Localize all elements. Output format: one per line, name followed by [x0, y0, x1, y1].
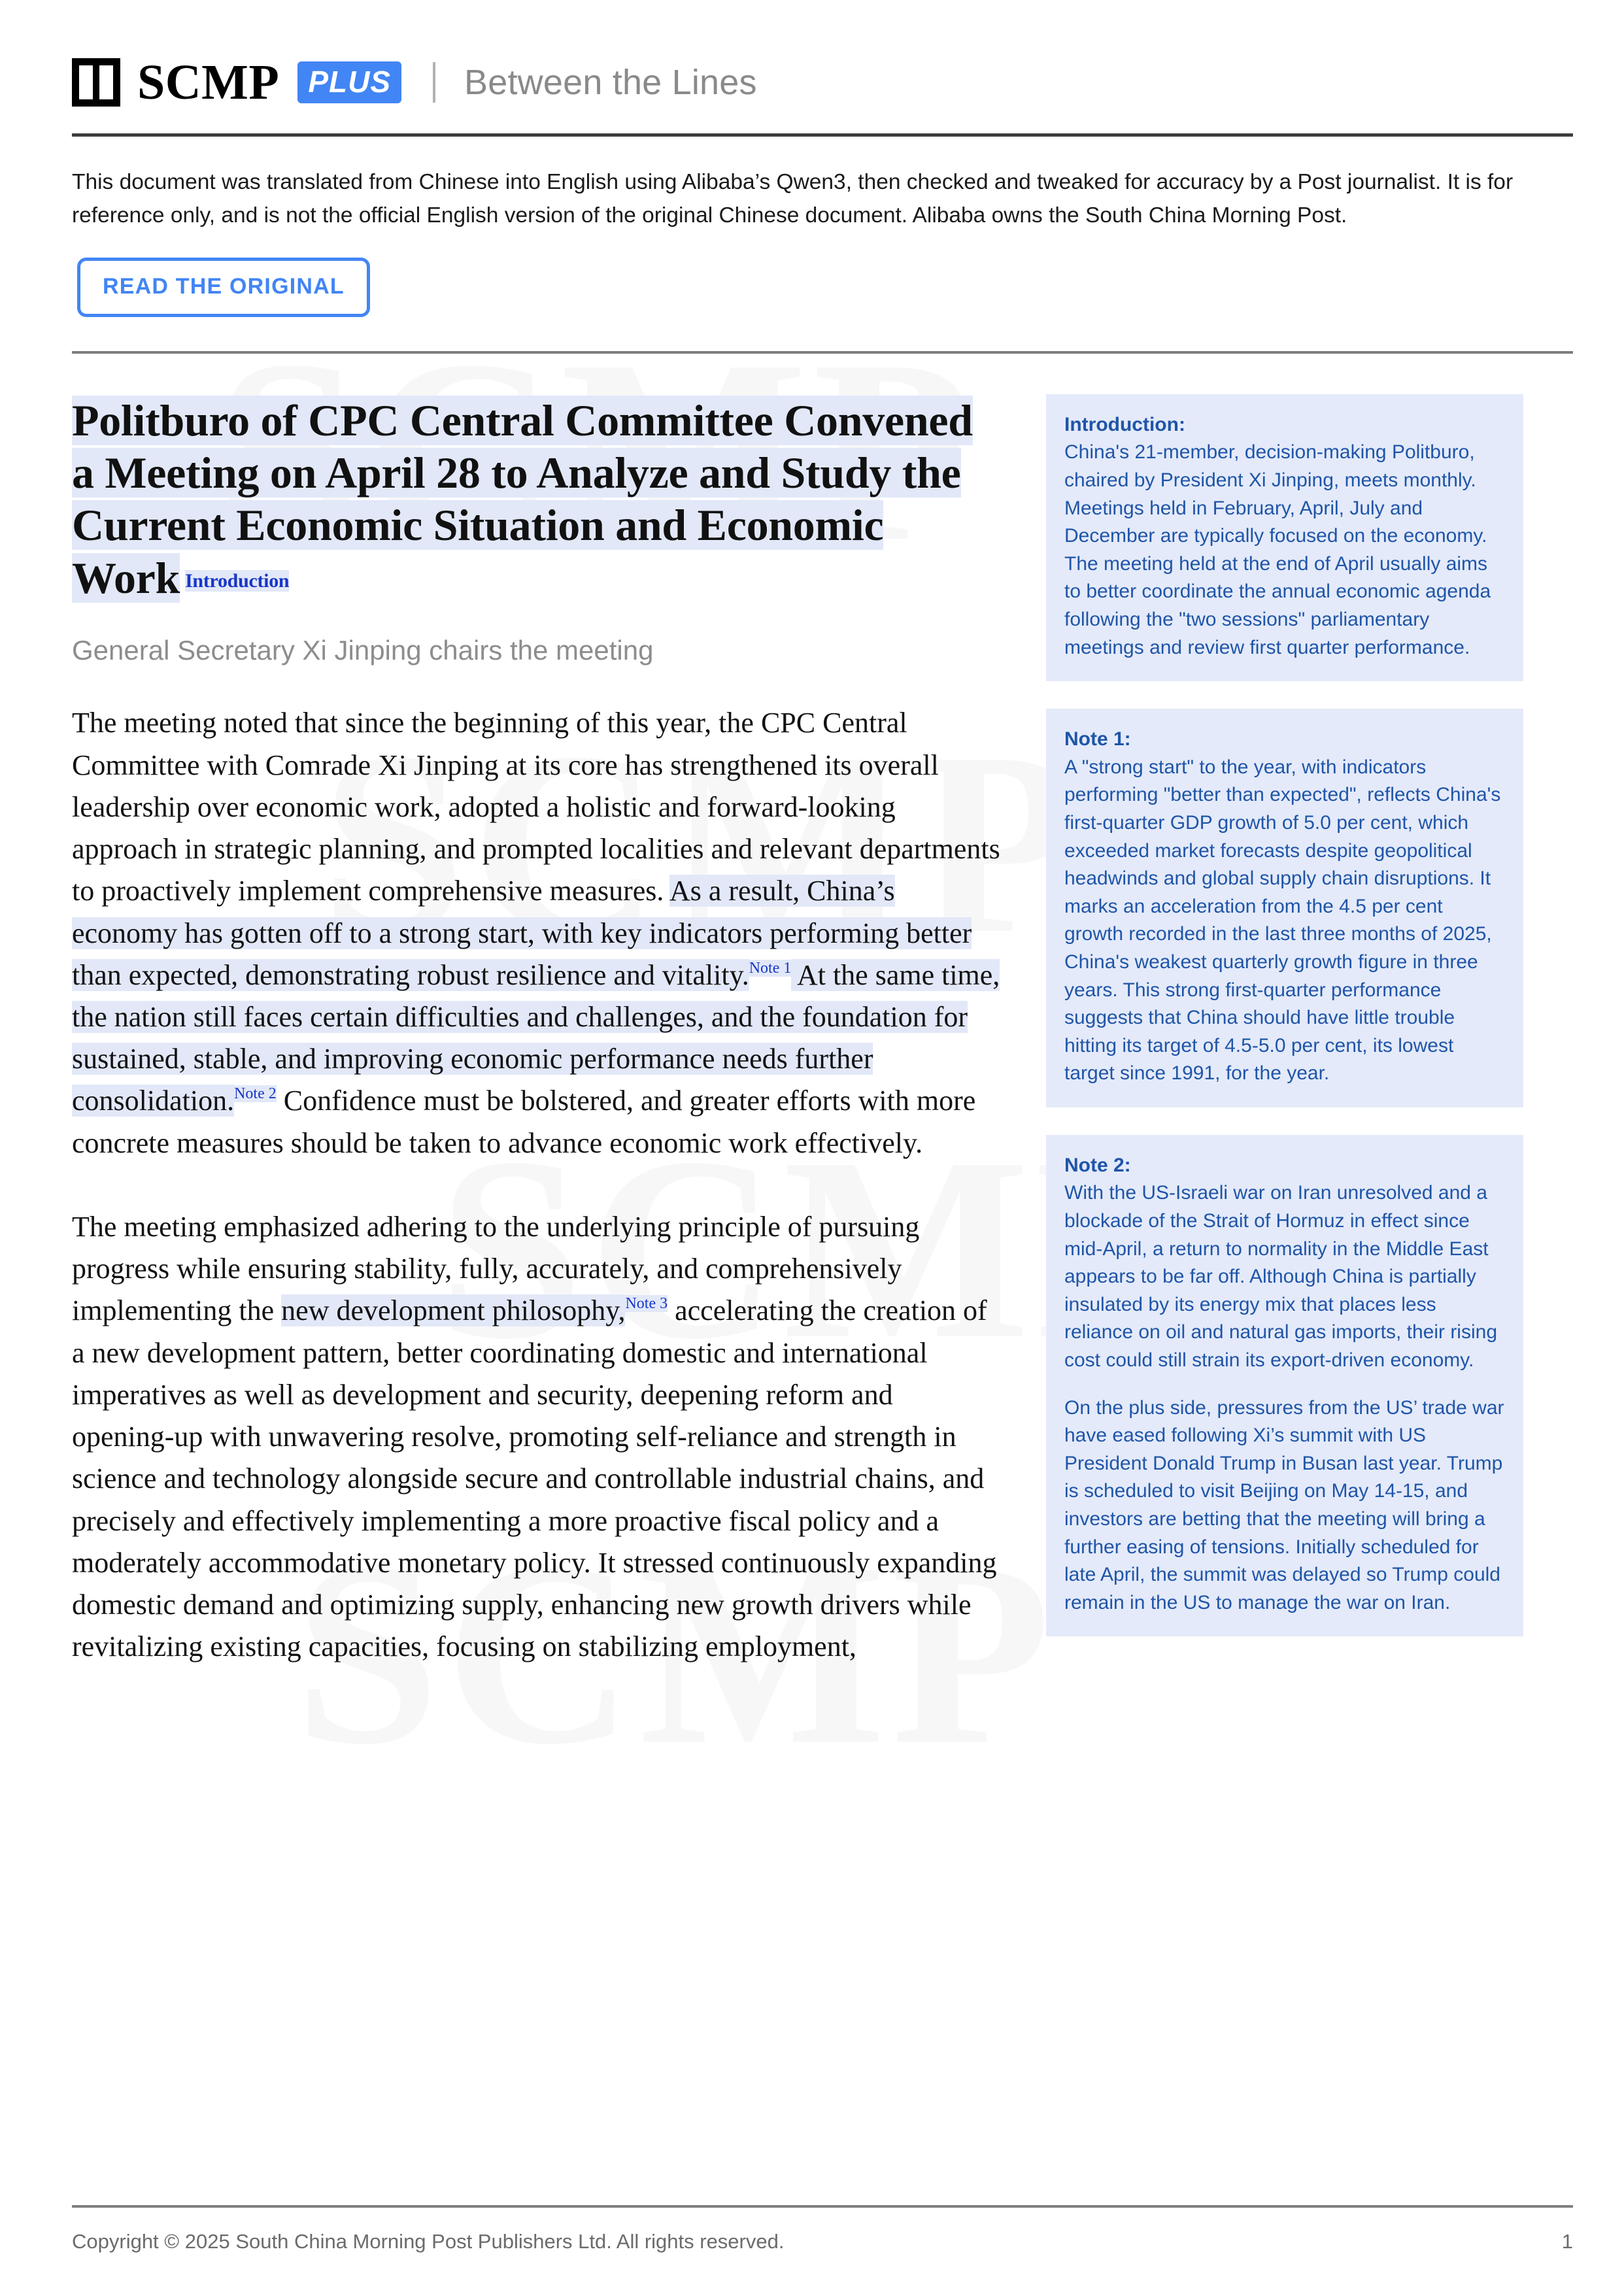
p2-highlight-a: new development philosophy,	[281, 1294, 626, 1327]
headline-text: Politburo of CPC Central Committee Convened a Meeting on April 28 to Analyze and Study the Current Economic Situation and Economic Work	[72, 395, 973, 603]
note-paragraph: A "strong start" to the year, with indicators performing "better than expected", reflects China's first-quarter GDP growth of 5.0 per cent, which exceeded market forecasts despite geopolitical headwinds and global supply chain disruptions. It marks an acceleration from the 4.5 per cent growth recorded in the last three months of 2025, China's weakest quarterly growth figure in three years. This strong first-quarter performance suggests that China should have little trouble hitting its target of 4.5-5.0 per cent, its lowest target since 1991, for the year.	[1064, 756, 1501, 1085]
p1-plain-a: The meeting noted that since the beginning of this year, the CPC Central Committee with Comrade Xi Jinping at its core has strengthened its overall leadership over economic work, adopted a holistic and forward-looking approach in strategic planning, and prompted localities and relevant departments to proactively implement comprehensive measures.	[72, 707, 1000, 907]
article-body	[72, 394, 1573, 1668]
footer-row	[72, 2230, 1573, 2253]
footer-rule	[72, 2205, 1573, 2208]
note-title: Note 1:	[1064, 728, 1131, 751]
note-paragraph: With the US-Israeli war on Iran unresolved and a blockade of the Strait of Hormuz in effect since mid-April, a return to normality in the Middle East appears to be far off. Although China is partially insulated by its energy mix that places less reliance on oil and natural gas imports, their rising cost could still strain its export-driven economy.	[1064, 1182, 1498, 1372]
plus-badge: PLUS	[297, 61, 401, 103]
note-ref-2[interactable]: Note 2	[234, 1085, 277, 1103]
note-paragraph: On the plus side, pressures from the US’ trade war have eased following Xi’s summit with US President Donald Trump in Busan last year. Trump is scheduled to visit Beijing on May 14-15, and investors are betting that the meeting will bring a further easing of tensions. Initially scheduled for late April, the summit was delayed so Trump could remain in the US to manage the war on Iran.	[1064, 1396, 1504, 1613]
p1-highlight-a: As a result, China’s economy has gotten off to a strong start, with key indicators performing better than expected, demonstrating robust resilience and vitality.	[72, 875, 972, 991]
copyright-text: Copyright © 2025 South China Morning Post Publishers Ltd. All rights reserved.	[72, 2230, 785, 2253]
main-column	[72, 394, 1026, 1668]
headline-note-ref[interactable]: Introduction	[185, 569, 290, 592]
vertical-divider	[433, 62, 435, 103]
paragraph-2	[72, 1206, 1000, 1668]
p2-plain-a: The meeting emphasized adhering to the underlying principle of pursuing progress while ensuring stability, fully, accurately, and comprehensively implementing the	[72, 1210, 920, 1327]
note-title: Introduction:	[1064, 413, 1185, 435]
page-footer	[72, 2205, 1573, 2253]
note-box-2	[1046, 1135, 1523, 1637]
note-ref-1[interactable]: Note 1	[749, 959, 792, 977]
disclaimer-rule	[72, 351, 1573, 354]
header-rule	[72, 133, 1573, 137]
page-title	[72, 394, 1000, 604]
note-title: Note 2:	[1064, 1154, 1131, 1176]
scmp-square-logo-icon	[72, 58, 120, 107]
brand-name: SCMP	[137, 55, 280, 110]
p1-plain-b: Confidence must be bolstered, and greater efforts with more concrete measures should be taken to advance economic work effectively.	[72, 1085, 976, 1159]
paragraph-1	[72, 702, 1000, 1164]
masthead	[0, 0, 1624, 110]
p2-plain-b: accelerating the creation of a new development pattern, better coordinating domestic and international imperatives as well as development and security, deepening reform and opening-up with unwavering resolve, promoting self-reliance and strength in science and technology alongside secure and controllable industrial chains, and precisely and effectively implementing a more proactive fiscal policy and a moderately accommodative monetary policy. It stressed continuously expanding domestic demand and optimizing supply, enhancing new growth drivers while revitalizing existing capacities, focusing on stabilizing employment,	[72, 1294, 997, 1663]
translation-disclaimer: This document was translated from Chinese into English using Alibaba’s Qwen3, then checked and tweaked for accuracy by a Post journalist. It is for reference only, and is not the official English version of the original Chinese document. Alibaba owns the South China Morning Post.	[72, 170, 1514, 228]
note-box-1	[1046, 709, 1523, 1107]
section-tagline: Between the Lines	[464, 63, 757, 102]
subheadline: General Secretary Xi Jinping chairs the meeting	[72, 634, 654, 666]
page-number: 1	[1561, 2230, 1573, 2253]
p1-highlight-b: At the same time, the nation still faces certain difficulties and challenges, and the foundation for sustained, stable, and improving economic performance needs further consolidation.	[72, 958, 1000, 1117]
note-box-introduction	[1046, 394, 1523, 681]
read-the-original-button[interactable]: READ THE ORIGINAL	[77, 258, 370, 317]
notes-column	[1046, 394, 1523, 1664]
note-ref-3[interactable]: Note 3	[625, 1295, 668, 1313]
note-paragraph: China's 21-member, decision-making Politburo, chaired by President Xi Jinping, meets monthly. Meetings held in February, April, July and December are typically focused on the economy. The meeting held at the end of April usually aims to better coordinate the annual economic agenda following the "two sessions" parliamentary meetings and review first quarter performance.	[1064, 441, 1491, 658]
